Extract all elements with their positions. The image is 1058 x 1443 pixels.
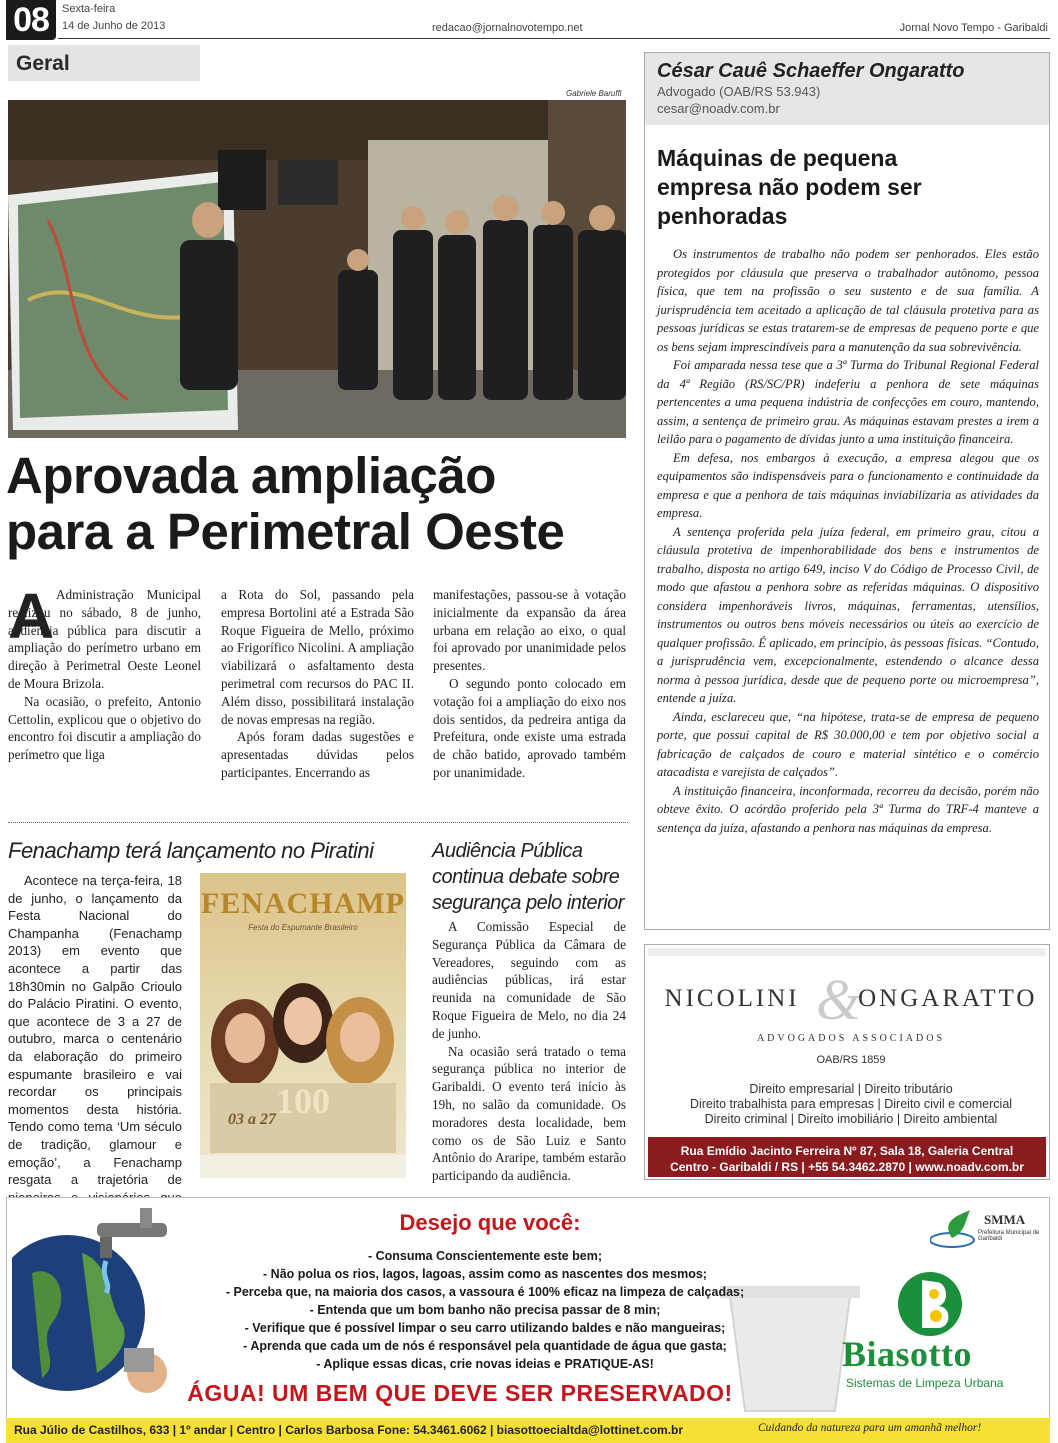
biasotto-tip: - Aprenda que cada um de nós é responsável pela quantidade de água que gasta; xyxy=(243,1339,727,1353)
column-title-line: penhoradas xyxy=(657,203,788,229)
nicolini-name-left: NICOLINI xyxy=(664,985,800,1012)
column-paragraph: Em defesa, nos embargos à execução, a empresa alegou que os equipamentos são indispensáveis para o funcionamento e continuidade da empresa e que a penhora de tais máquinas inviabilizaria as atividades da empresa. xyxy=(657,450,1039,520)
column-paragraph: Ainda, esclareceu que, “na hipótese, trata-se de empresa de pequeno porte, que possui capital de R$ 30.000,00 e tem por objetivo social a fabricação de calçados de couro e material sintético e o comércio atacadista e varejista de calçados”. xyxy=(657,709,1039,779)
column-title xyxy=(657,144,1037,231)
nicolini-ad-top-band xyxy=(648,948,1046,956)
biasotto-slogan: ÁGUA! UM BEM QUE DEVE SER PRESERVADO! xyxy=(187,1380,733,1406)
biasotto-tip: - Não polua os rios, lagos, lagoas, assim como as nascentes dos mesmos; xyxy=(263,1267,707,1281)
smma-subtitle: Prefeitura Municipal de Garibaldi xyxy=(978,1230,1040,1242)
column-paragraph: A sentença proferida pela juíza federal, em primeiro grau, citou a cláusula protetiva de impenhorabilidade dos bens e instrumentos de trabalho, disposta no artigo 649, inciso V do Código de Processo Civil, de modo que afastou a penhora sobre as referidas máquinas. O dispositivo considera impenhoráveis livros, máquinas, ferramentas, utensílios, instrumentos ou outros bens móveis necessários ou úteis ao exercício de qualquer profissão. É aplicado, em princípio, às pessoas físicas. “Contudo, a jurisprudência vem, excepcionalmente, estendendo o alcance dessa norma à pessoa jurídica, desde que de pequeno porte ou microempresa”, entende a juíza. xyxy=(657,524,1039,705)
nicolini-contact: Centro - Garibaldi / RS | +55 54.3462.2870 | www.noadv.com.br xyxy=(670,1160,1024,1174)
header-email-link[interactable]: redacao@jornalnovotempo.net xyxy=(432,22,583,34)
fenachamp-text xyxy=(8,872,182,1241)
section-label: Geral xyxy=(8,45,200,81)
svg-text:100: 100 xyxy=(276,1081,330,1121)
article-column-3 xyxy=(433,586,626,782)
fenachamp-poster-image xyxy=(200,873,406,1178)
globe-tap-illustration xyxy=(12,1203,182,1415)
header-weekday: Sexta-feira xyxy=(62,3,116,15)
nicolini-services-line: Direito empresarial | Direito tributário xyxy=(749,1082,953,1096)
poster-sponsor-strip xyxy=(200,1155,406,1178)
biasotto-logo-icon xyxy=(892,1270,968,1338)
column-author-oab: Advogado (OAB/RS 53.943) xyxy=(657,84,821,99)
audiencia-title-line: Audiência Pública xyxy=(432,840,583,862)
audiencia-paragraph: A Comissão Especial de Segurança Pública da Câmara de Vereadores, seguindo com as audiências públicas, irá estar reunida na comunidade de São Roque Figueira de Melo, no dia 24 de junho. xyxy=(432,919,626,1041)
article-paragraph: a Rota do Sol, passando pela empresa Bortolini até a Estrada São Roque Figueira de Mello, próximo ao Frigorífico Nicolini. A ampliação viabilizará o asfaltamento desta perimetral com recursos do PAC II. Além disso, possibilitará instalação de novas empresas na região. xyxy=(221,587,414,727)
fenachamp-title: Fenachamp terá lançamento no Piratini xyxy=(8,838,374,863)
biasotto-address: Rua Júlio de Castilhos, 633 | 1º andar | Centro | Carlos Barbosa Fone: 54.3461.6062 | biasottoecialtda@lottinet.com.br xyxy=(14,1423,684,1437)
article-paragraph: Na ocasião, o prefeito, Antonio Cettolin, explicou que o objetivo do encontro foi discutir a ampliação do perímetro que liga xyxy=(8,693,201,763)
column-paragraph: Foi amparada nessa tese que a 3ª Turma do Tribunal Regional Federal da 4ª Região (RS/SC/PR) indeferiu a penhora de sete máquinas pertencentes a uma pequena indústria de confecções em couro, mantendo, assim, a sentença de primeiro grau. As máquinas estavam prestes a irem a leilão para o pagamento de dívidas junto a uma instituição financeira. xyxy=(657,358,1039,446)
column-title-line: Máquinas de pequena xyxy=(657,145,898,171)
biasotto-ad-title: Desejo que você: xyxy=(399,1210,581,1235)
column-body xyxy=(657,245,1039,837)
article-headline xyxy=(6,448,636,560)
nicolini-services-line: Direito criminal | Direito imobiliário | Direito ambiental xyxy=(704,1112,998,1126)
column-author: César Cauê Schaeffer Ongaratto xyxy=(657,60,965,82)
section-divider xyxy=(8,822,628,823)
biasotto-tip: - Verifique que é possível limpar o seu carro utilizando baldes e não mangueiras; xyxy=(244,1321,726,1335)
article-column-2 xyxy=(221,586,414,782)
biasotto-brand-subtitle: Sistemas de Limpeza Urbana xyxy=(846,1376,1004,1390)
audiencia-paragraph: Na ocasião será tratado o tema segurança pública no interior de Garibaldi. O evento terá início às 19h, no salão da comunidade. Os moradores desta localidade, bem como os de São Luiz e Santo Antônio do Araripe, também estarão participando da audiência. xyxy=(432,1043,626,1184)
audiencia-title-line: segurança pelo interior xyxy=(432,892,624,914)
article-paragraph: manifestações, passou-se à votação inicialmente da expansão da área urbana em relação ao eixo, o qual foi aprovado por unanimidade pelos presentes. xyxy=(433,587,626,674)
biasotto-tip: - Consuma Conscientemente este bem; xyxy=(367,1249,603,1263)
column-paragraph: A instituição financeira, inconformada, recorreu da decisão, porém não obteve êxito. O acórdão proferido pela 3ª Turma do TRF-4 manteve a sentença da juíza, afastando a penhora nas máquinas da empresa. xyxy=(657,783,1039,835)
poster-dates: 03 a 27 xyxy=(228,1111,276,1128)
audiencia-text xyxy=(432,918,626,1185)
drop-cap: A xyxy=(8,580,55,652)
nicolini-services-line: Direito trabalhista para empresas | Direito civil e comercial xyxy=(689,1097,1013,1111)
biasotto-tip: - Perceba que, na maioria dos casos, a vassoura é 100% eficaz na limpeza de calçadas; xyxy=(225,1285,745,1299)
smma-logo-text: SMMA xyxy=(984,1212,1026,1227)
fenachamp-paragraph: Acontece na terça-feira, 18 de junho, o lançamento da Festa Nacional do Champanha (Fenachamp 2013) em evento que acontece a partir das 18h30min no Galpão Crioulo do Palácio Piratini. O evento, que acontece de 3 a 27 de outubro, marca o centenário da elaboração do primeiro espumante brasileiro e vai recordar os principais momentos desta história. Tendo como tema ‘Um século de tradição, glamour e emoção’, a Fenachamp resgata a trajetória de xyxy=(8,873,182,1188)
nicolini-ampersand-logo: & xyxy=(816,967,862,1032)
column-paragraph: Os instrumentos de trabalho não podem ser penhorados. Eles estão protegidos por cláusula que preserva o trabalhador autônomo, pessoa física, que tem na profissão o seu sustento e de sua família. A jurisprudência tem aceitado a aplicação de tal cláusula protetiva para as pessoas jurídicas se estas tratarem-se de empresas de pequeno porte e que os bens sejam imprescindíveis para a manutenção da sua sobrevivência. xyxy=(657,247,1039,354)
poster-title: FENACHAMP xyxy=(201,887,405,920)
header-paper-name: Jornal Novo Tempo - Garibaldi xyxy=(899,22,1048,34)
smma-logo-icon xyxy=(930,1210,980,1250)
headline-line-2: para a Perimetral Oeste xyxy=(6,503,565,560)
nicolini-subtitle: ADVOGADOS ASSOCIADOS xyxy=(756,1033,946,1044)
article-paragraph: Após foram dadas sugestões e apresentadas dúvidas pelos participantes. Encerrando as xyxy=(221,729,414,780)
biasotto-tip: - Entenda que um bom banho não precisa passar de 8 min; xyxy=(309,1303,661,1317)
article-column-1 xyxy=(8,580,201,764)
header-date: 14 de Junho de 2013 xyxy=(62,20,166,32)
audiencia-title xyxy=(432,838,632,916)
header-rule xyxy=(58,38,1050,39)
article-paragraph: Administração Municipal realizou no sábado, 8 de junho, audiência pública para discutir a ampliação do perímetro urbano em direção à Perimetral Oeste Leonel de Moura Brizola. xyxy=(8,587,201,691)
biasotto-motto: Cuidando da natureza para um amanhã melhor! xyxy=(758,1422,982,1434)
biasotto-tip: - Aplique essas dicas, crie novas ideias e PRATIQUE-AS! xyxy=(316,1357,654,1371)
column-title-line: empresa não podem ser xyxy=(657,174,922,200)
nicolini-oab: OAB/RS 1859 xyxy=(816,1054,886,1066)
photo-credit: Gabriele Baruffi xyxy=(566,89,622,98)
nicolini-address: Rua Emídio Jacinto Ferreira Nº 87, Sala 18, Galeria Central xyxy=(680,1144,1014,1158)
poster-subtitle: Festa do Espumante Brasileiro xyxy=(248,923,358,932)
audiencia-title-line: continua debate sobre xyxy=(432,866,620,888)
column-author-email[interactable]: cesar@noadv.com.br xyxy=(657,101,780,116)
biasotto-brand: Biasotto xyxy=(842,1334,972,1374)
page-number: 08 xyxy=(6,0,56,40)
article-photo xyxy=(8,100,626,438)
nicolini-firm-name xyxy=(656,985,1046,1013)
article-paragraph: O segundo ponto colocado em votação foi a ampliação do eixo nos dois sentidos, da pedreira antiga da Prefeitura, onde existe uma estrada de chão batido, aprovado também por unanimidade. xyxy=(433,675,626,780)
nicolini-name-right: ONGARATTO xyxy=(858,985,1038,1012)
headline-line-1: Aprovada ampliação xyxy=(6,447,496,504)
